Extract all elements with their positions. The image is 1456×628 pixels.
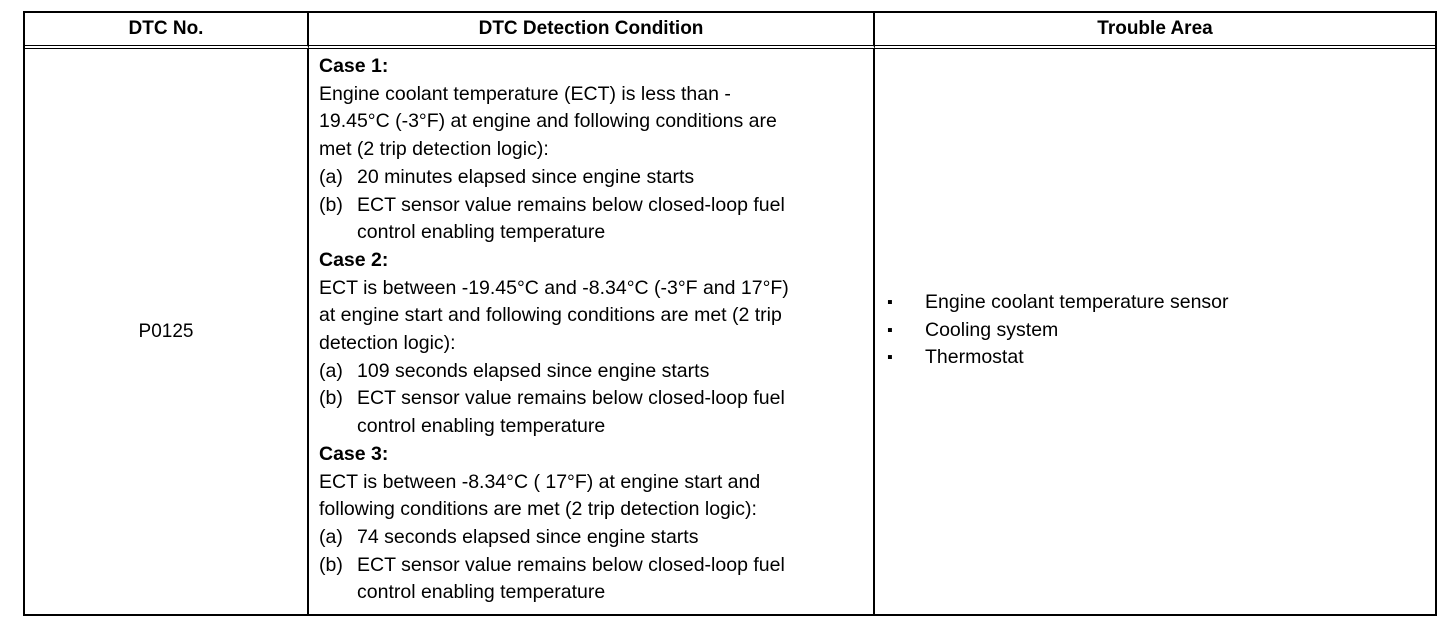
sub-item-line: ECT sensor value remains below closed-loop fuel (357, 193, 785, 216)
condition-sub-item (319, 164, 865, 192)
bullet-icon: ▪ (887, 321, 893, 339)
detection-condition-cell (309, 49, 875, 614)
case-text-line: detection logic): (319, 332, 456, 355)
sub-item-text (357, 164, 865, 192)
trouble-area-label: Thermostat (925, 346, 1024, 369)
sub-item-text (357, 552, 865, 607)
trouble-area-list (875, 289, 1229, 372)
condition-sub-item (319, 552, 865, 607)
trouble-area-item (887, 317, 1229, 345)
sub-item-line: control enabling temperature (357, 221, 606, 244)
sub-item-marker: (a) (319, 359, 343, 382)
header-dtc-no: DTC No. (25, 13, 309, 49)
sub-item-text (357, 192, 865, 247)
case-title: Case 1: (319, 55, 389, 77)
sub-item-line: control enabling temperature (357, 581, 606, 604)
sub-item-text (357, 524, 865, 552)
sub-item-line: ECT sensor value remains below closed-loop fuel (357, 387, 785, 410)
condition-sub-item (319, 385, 865, 440)
case-block (319, 53, 865, 247)
header-detection-condition: DTC Detection Condition (309, 13, 875, 49)
case-text-line: following conditions are met (2 trip detection logic): (319, 498, 757, 521)
trouble-area-item (887, 344, 1229, 372)
case-block (319, 247, 865, 441)
trouble-area-item (887, 289, 1229, 317)
sub-item-text (357, 385, 865, 440)
sub-item-marker: (b) (319, 387, 343, 410)
sub-item-line: ECT sensor value remains below closed-loop fuel (357, 553, 785, 576)
case-text-line: met (2 trip detection logic): (319, 138, 549, 161)
trouble-area-label: Engine coolant temperature sensor (925, 290, 1229, 313)
condition-sub-item (319, 524, 865, 552)
sub-item-marker: (a) (319, 165, 343, 188)
case-text-line: ECT is between -19.45°C and -8.34°C (-3°F and 17°F) (319, 276, 789, 299)
sub-item-line: control enabling temperature (357, 415, 606, 438)
header-trouble-area: Trouble Area (875, 13, 1435, 49)
sub-item-line: 109 seconds elapsed since engine starts (357, 359, 710, 382)
trouble-area-label: Cooling system (925, 318, 1059, 341)
dtc-code: P0125 (138, 320, 194, 342)
condition-sub-item (319, 192, 865, 247)
sub-item-marker: (b) (319, 193, 343, 216)
sub-item-text (357, 358, 865, 386)
case-block (319, 441, 865, 607)
bullet-icon: ▪ (887, 293, 893, 311)
sub-item-line: 74 seconds elapsed since engine starts (357, 525, 699, 548)
case-title: Case 2: (319, 248, 389, 271)
case-text-line: 19.45°C (-3°F) at engine and following conditions are (319, 110, 777, 133)
trouble-area-cell (875, 49, 1435, 614)
sub-item-marker: (b) (319, 553, 343, 576)
dtc-table (23, 11, 1437, 616)
case-text-line: at engine start and following conditions are met (2 trip (319, 304, 782, 327)
case-text-line: ECT is between -8.34°C ( 17°F) at engine start and (319, 470, 761, 493)
sub-item-marker: (a) (319, 525, 343, 548)
condition-sub-item (319, 358, 865, 386)
case-title: Case 3: (319, 442, 389, 465)
case-text-line: Engine coolant temperature (ECT) is less than - (319, 82, 731, 105)
dtc-code-cell (25, 49, 309, 614)
sub-item-line: 20 minutes elapsed since engine starts (357, 165, 695, 188)
bullet-icon: ▪ (887, 349, 893, 367)
